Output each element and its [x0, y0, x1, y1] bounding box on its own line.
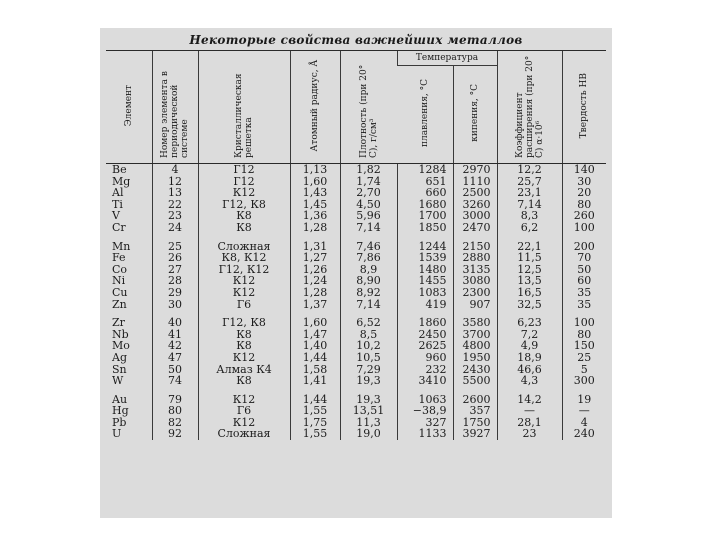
cell-rad: 1,36 [290, 210, 340, 222]
cell-boil: 2470 [453, 222, 497, 234]
cell-lat: Сложная [198, 428, 290, 440]
cell-lat: Г12 [198, 176, 290, 188]
cell-boil: 1750 [453, 417, 497, 429]
cell-melt: 327 [397, 417, 453, 429]
cell-hb: 260 [562, 210, 606, 222]
cell-rad: 1,27 [290, 252, 340, 264]
cell-lat: Г12, К8 [198, 310, 290, 329]
cell-melt: 232 [397, 364, 453, 376]
cell-lat: Г6 [198, 405, 290, 417]
cell-num: 27 [152, 264, 198, 276]
cell-exp: 8,3 [497, 210, 562, 222]
cell-hb: 30 [562, 176, 606, 188]
cell-den: 13,51 [340, 405, 397, 417]
cell-boil: 2430 [453, 364, 497, 376]
table-title: Некоторые свойства важнейших металлов [189, 33, 523, 47]
cell-lat: Г12 [198, 164, 290, 176]
cell-num: 82 [152, 417, 198, 429]
cell-melt: 960 [397, 352, 453, 364]
cell-melt: 1539 [397, 252, 453, 264]
cell-rad: 1,58 [290, 364, 340, 376]
cell-rad: 1,44 [290, 387, 340, 406]
header-lattice: Кристаллическая решетка [198, 51, 290, 164]
cell-rad: 1,75 [290, 417, 340, 429]
cell-hb: 50 [562, 264, 606, 276]
cell-lat: К12 [198, 287, 290, 299]
cell-boil: 3580 [453, 310, 497, 329]
cell-num: 92 [152, 428, 198, 440]
cell-hb: 100 [562, 310, 606, 329]
cell-lat: Алмаз К4 [198, 364, 290, 376]
cell-exp: 12,2 [497, 164, 562, 176]
cell-el: Cr [112, 220, 126, 234]
cell-exp: 25,7 [497, 176, 562, 188]
cell-hb: 4 [562, 417, 606, 429]
cell-el: Pb [112, 415, 127, 429]
cell-exp: 4,3 [497, 375, 562, 387]
cell-hb: 35 [562, 287, 606, 299]
cell-den: 10,5 [340, 352, 397, 364]
cell-lat: К8 [198, 375, 290, 387]
cell-boil: 1110 [453, 176, 497, 188]
cell-num: 47 [152, 352, 198, 364]
cell-hb: — [562, 405, 606, 417]
cell-num: 79 [152, 387, 198, 406]
cell-melt: 651 [397, 176, 453, 188]
cell-el: Ni [112, 274, 126, 288]
header-hardness: Твердость HB [562, 51, 606, 164]
cell-rad: 1,28 [290, 287, 340, 299]
cell-num: 40 [152, 310, 198, 329]
table-row [106, 375, 606, 387]
cell-melt: 1244 [397, 234, 453, 253]
cell-rad: 1,47 [290, 329, 340, 341]
cell-lat: К12 [198, 187, 290, 199]
cell-el: Co [112, 262, 128, 276]
cell-num: 24 [152, 222, 198, 234]
cell-den: 1,82 [340, 164, 397, 176]
cell-hb: 100 [562, 222, 606, 234]
cell-den: 8,5 [340, 329, 397, 341]
cell-hb: 35 [562, 299, 606, 311]
cell-den: 7,14 [340, 222, 397, 234]
cell-el: Fe [112, 251, 126, 265]
cell-den: 8,9 [340, 264, 397, 276]
cell-hb: 150 [562, 340, 606, 352]
cell-num: 74 [152, 375, 198, 387]
cell-melt: −38,9 [397, 405, 453, 417]
cell-den: 2,70 [340, 187, 397, 199]
cell-rad: 1,60 [290, 176, 340, 188]
table-row [106, 164, 606, 176]
cell-den: 6,52 [340, 310, 397, 329]
cell-melt: 3410 [397, 375, 453, 387]
cell-rad: 1,55 [290, 405, 340, 417]
cell-exp: 11,5 [497, 252, 562, 264]
cell-rad: 1,41 [290, 375, 340, 387]
cell-rad: 1,44 [290, 352, 340, 364]
cell-num: 42 [152, 340, 198, 352]
cell-melt: 1284 [397, 164, 453, 176]
cell-boil: 3000 [453, 210, 497, 222]
cell-el: Cu [112, 285, 128, 299]
cell-lat: К12 [198, 417, 290, 429]
cell-melt: 1455 [397, 275, 453, 287]
cell-num: 22 [152, 199, 198, 211]
cell-den: 7,86 [340, 252, 397, 264]
cell-melt: 2450 [397, 329, 453, 341]
cell-den: 1,74 [340, 176, 397, 188]
cell-exp: — [497, 405, 562, 417]
cell-melt: 1133 [397, 428, 453, 440]
header-expansion: Коэффициент расширения (при 20° С) α·10⁶ [497, 51, 562, 164]
header-radius: Атомный радиус, Å [290, 51, 340, 164]
cell-num: 13 [152, 187, 198, 199]
cell-el: Be [112, 163, 127, 176]
cell-num: 80 [152, 405, 198, 417]
cell-el: Nb [112, 327, 129, 341]
table-body [106, 164, 606, 441]
cell-lat: Сложная [198, 234, 290, 253]
cell-den: 19,0 [340, 428, 397, 440]
cell-boil: 1950 [453, 352, 497, 364]
cell-den: 11,3 [340, 417, 397, 429]
cell-den: 8,92 [340, 287, 397, 299]
cell-den: 10,2 [340, 340, 397, 352]
cell-hb: 200 [562, 234, 606, 253]
cell-el: W [112, 374, 124, 388]
cell-rad: 1,28 [290, 222, 340, 234]
cell-el: Mg [112, 174, 131, 188]
cell-melt: 660 [397, 187, 453, 199]
cell-den: 7,29 [340, 364, 397, 376]
cell-exp: 4,9 [497, 340, 562, 352]
cell-melt: 419 [397, 299, 453, 311]
cell-den: 5,96 [340, 210, 397, 222]
cell-exp: 46,6 [497, 364, 562, 376]
cell-den: 8,90 [340, 275, 397, 287]
cell-boil: 3700 [453, 329, 497, 341]
cell-boil: 2600 [453, 387, 497, 406]
cell-hb: 140 [562, 164, 606, 176]
cell-el: Al [112, 186, 124, 200]
cell-melt: 1680 [397, 199, 453, 211]
cell-num: 41 [152, 329, 198, 341]
cell-boil: 4800 [453, 340, 497, 352]
cell-num: 26 [152, 252, 198, 264]
cell-boil: 907 [453, 299, 497, 311]
cell-el: V [112, 209, 120, 223]
cell-el: Mn [112, 239, 131, 253]
cell-exp: 23 [497, 428, 562, 440]
cell-exp: 12,5 [497, 264, 562, 276]
cell-rad: 1,60 [290, 310, 340, 329]
cell-den: 19,3 [340, 387, 397, 406]
cell-exp: 14,2 [497, 387, 562, 406]
table-row [106, 252, 606, 264]
cell-exp: 28,1 [497, 417, 562, 429]
cell-melt: 2625 [397, 340, 453, 352]
cell-num: 30 [152, 299, 198, 311]
cell-lat: Г6 [198, 299, 290, 311]
table-row [106, 352, 606, 364]
cell-el: Ag [112, 350, 127, 364]
cell-lat: К8 [198, 329, 290, 341]
cell-rad: 1,37 [290, 299, 340, 311]
document-sheet [100, 28, 612, 518]
cell-num: 23 [152, 210, 198, 222]
cell-lat: К8 [198, 222, 290, 234]
cell-lat: К12 [198, 387, 290, 406]
cell-den: 7,14 [340, 299, 397, 311]
cell-lat: К8 [198, 210, 290, 222]
cell-rad: 1,24 [290, 275, 340, 287]
cell-den: 4,50 [340, 199, 397, 211]
header-number: Номер элемента в периодической системе [152, 51, 198, 164]
cell-hb: 300 [562, 375, 606, 387]
cell-exp: 13,5 [497, 275, 562, 287]
cell-boil: 2500 [453, 187, 497, 199]
cell-hb: 80 [562, 199, 606, 211]
table-row [106, 428, 606, 440]
table-row [106, 387, 606, 406]
header-boiling: кипения, °С [453, 66, 497, 164]
header-element: Элемент [106, 51, 152, 164]
cell-el: Mo [112, 339, 130, 353]
cell-num: 4 [152, 164, 198, 176]
cell-rad: 1,31 [290, 234, 340, 253]
cell-lat: К8, К12 [198, 252, 290, 264]
cell-rad: 1,26 [290, 264, 340, 276]
cell-lat: К8 [198, 340, 290, 352]
cell-lat: Г12, К12 [198, 264, 290, 276]
cell-hb: 60 [562, 275, 606, 287]
table-row [106, 234, 606, 253]
cell-hb: 20 [562, 187, 606, 199]
cell-exp: 7,2 [497, 329, 562, 341]
cell-num: 28 [152, 275, 198, 287]
cell-el: Au [112, 392, 128, 406]
cell-el: Hg [112, 404, 129, 418]
cell-boil: 2970 [453, 164, 497, 176]
cell-exp: 22,1 [497, 234, 562, 253]
cell-num: 29 [152, 287, 198, 299]
cell-melt: 1700 [397, 210, 453, 222]
cell-boil: 5500 [453, 375, 497, 387]
cell-num: 50 [152, 364, 198, 376]
metals-table [106, 50, 606, 440]
cell-rad: 1,55 [290, 428, 340, 440]
cell-den: 7,46 [340, 234, 397, 253]
table-row [106, 299, 606, 311]
cell-boil: 3260 [453, 199, 497, 211]
cell-rad: 1,45 [290, 199, 340, 211]
cell-lat: Г12, К8 [198, 199, 290, 211]
cell-hb: 240 [562, 428, 606, 440]
cell-boil: 2880 [453, 252, 497, 264]
cell-exp: 7,14 [497, 199, 562, 211]
cell-boil: 357 [453, 405, 497, 417]
cell-melt: 1480 [397, 264, 453, 276]
cell-el: Ti [112, 197, 123, 211]
cell-melt: 1850 [397, 222, 453, 234]
cell-rad: 1,13 [290, 164, 340, 176]
cell-exp: 18,9 [497, 352, 562, 364]
cell-rad: 1,40 [290, 340, 340, 352]
cell-el: U [112, 427, 122, 441]
cell-num: 25 [152, 234, 198, 253]
cell-hb: 25 [562, 352, 606, 364]
cell-melt: 1860 [397, 310, 453, 329]
table-row [106, 287, 606, 299]
cell-melt: 1083 [397, 287, 453, 299]
cell-exp: 23,1 [497, 187, 562, 199]
header-density: Плотность (при 20° С), г/см³ [340, 51, 397, 164]
header-melting: плавления, °С [397, 66, 453, 164]
header-temperature: Температура [397, 51, 497, 66]
cell-hb: 19 [562, 387, 606, 406]
cell-num: 12 [152, 176, 198, 188]
cell-hb: 70 [562, 252, 606, 264]
cell-melt: 1063 [397, 387, 453, 406]
cell-el: Zr [112, 316, 125, 330]
cell-hb: 5 [562, 364, 606, 376]
cell-boil: 3927 [453, 428, 497, 440]
cell-exp: 6,23 [497, 310, 562, 329]
cell-el: Zn [112, 297, 127, 311]
cell-boil: 2300 [453, 287, 497, 299]
cell-lat: К12 [198, 275, 290, 287]
cell-lat: К12 [198, 352, 290, 364]
cell-den: 19,3 [340, 375, 397, 387]
cell-boil: 2150 [453, 234, 497, 253]
cell-exp: 16,5 [497, 287, 562, 299]
cell-rad: 1,43 [290, 187, 340, 199]
cell-boil: 3135 [453, 264, 497, 276]
cell-exp: 6,2 [497, 222, 562, 234]
cell-hb: 80 [562, 329, 606, 341]
cell-exp: 32,5 [497, 299, 562, 311]
cell-boil: 3080 [453, 275, 497, 287]
table-row [106, 222, 606, 234]
table-row [106, 310, 606, 329]
cell-el: Sn [112, 362, 127, 376]
